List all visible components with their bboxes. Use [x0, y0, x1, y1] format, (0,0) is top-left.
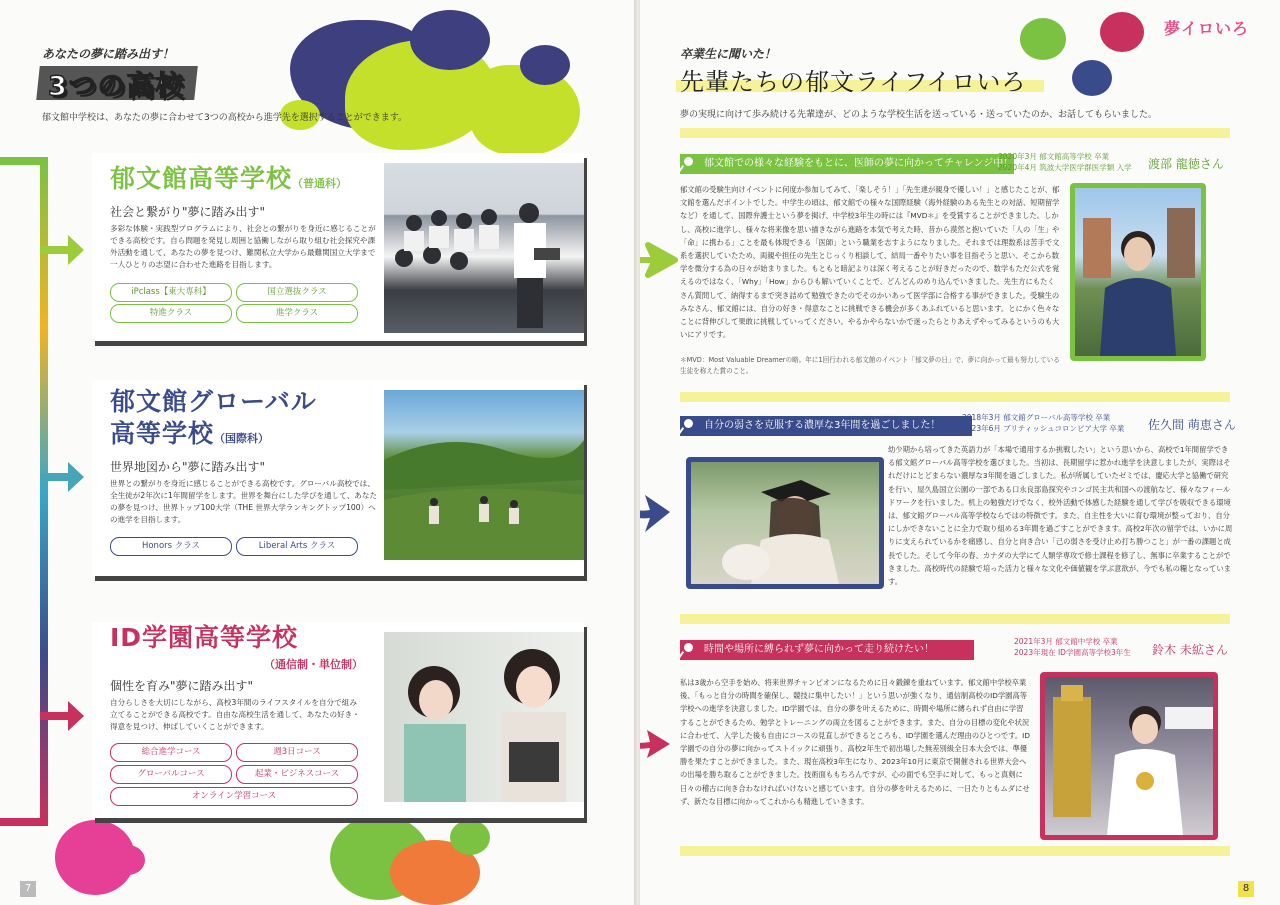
story-3-photo — [1040, 672, 1218, 840]
school-card-id — [92, 622, 584, 818]
story-3-name: 鈴木 未絋さん — [1152, 643, 1228, 657]
classroom-photo — [384, 163, 584, 333]
course-pill[interactable]: 進学クラス — [236, 304, 358, 323]
story-1-top-band — [680, 128, 1230, 138]
left-title: 3つの高校 — [48, 71, 185, 102]
course-pill[interactable]: 週3日コース — [236, 743, 358, 762]
arrow-to-story-3 — [640, 718, 675, 768]
course-pill[interactable]: オンライン学習コース — [110, 787, 358, 806]
arrow-to-story-2 — [640, 470, 675, 540]
story-2-headline: 自分の弱さを克服する濃厚な3年間を過ごしました！ — [680, 416, 972, 436]
paint-splat-pink — [110, 845, 145, 875]
page-number-right: 8 — [1238, 881, 1254, 897]
microphone-icon — [684, 643, 693, 652]
school-card-global — [92, 380, 584, 576]
story-2-photo — [686, 457, 884, 589]
brand-logo: 夢イロいろ — [1164, 19, 1250, 38]
paint-splat-pink — [1100, 12, 1144, 52]
graduation-portrait — [691, 462, 879, 584]
bracket-arrow-3 — [68, 701, 84, 731]
paint-splat-navy — [520, 45, 570, 85]
story-3-body: 私は3歳から空手を始め、将来世界チャンピオンになるために日々鍛錬を重ねています。郁文館中学校卒業後、「もっと自分の時間を確保し、競技に集中したい！」という思いが強くなり、通信制高校のID学園高等学校への進学を決意しました。ID学園では、自分の夢を叶えるために、時間や場所に縛られず自由に学習することができるため、勉学とトレーニングの両立を図ることができます。また、自分の目標の変化や状況に合わせて、入学した後も自由にコースの見直しができるところも、ID学園を選んだ理由のひとつです。ID学園での自分の夢に向かってストイックに頑張り、高校2年生で初出場した無差別級全日本大会では、準優勝を果たすことができました。また、現在高校3年生になり、2023年10月に東京で開催される世界大会への出場を勝ち取ることができました。技術面ももちろんですが、心の面でも空手に対して、もっと真剣に日々の稽古に向き合わなければいけないと感じています。自分の夢を叶えるために、一日たりともムダにせず、新たな目標に向かってこれからも精進していきます。 — [680, 678, 1030, 806]
course-pill[interactable]: 特進クラス — [110, 304, 232, 323]
school-description: 多彩な体験・実践型プログラムにより、社会との繋がりを身近に感じることができる高校です。自ら問題を発見し周囲と協働しながら取り組む社会探究や課外活動を通して、あなたの夢を見つけ、難関私立大学から最難関国立大学まで一人ひとりの志望に合わせた進路を目指します。 — [110, 224, 376, 269]
story-3-top-band — [680, 614, 1230, 624]
paint-splat-lime — [470, 65, 580, 155]
paint-splat-navy — [1072, 60, 1112, 96]
left-intro: 郁文館中学校は、あなたの夢に合わせて3つの高校から進学先を選択することができます。 — [42, 113, 408, 123]
school-name: 郁文館高等学校（普通科） — [110, 164, 348, 193]
school-slogan: 世界地図から"夢に踏み出す" — [110, 460, 266, 474]
left-kicker: あなたの夢に踏み出す！ — [42, 47, 175, 61]
arrow-to-story-1 — [640, 230, 680, 290]
school-name-line1: 郁文館グローバル — [110, 387, 317, 416]
school-slogan: 個性を育み"夢に踏み出す" — [110, 679, 254, 693]
microphone-icon — [684, 419, 693, 428]
microphone-icon — [684, 157, 693, 166]
right-title: 先輩たちの郁文ライフイロいろ — [680, 68, 1027, 96]
story-1-body: 郁文館の受験生向けイベントに何度か参加してみて、「楽しそう！」「先生達が親身で優しい！」と感じたことが、郁文館を選んだポイントでした。中学生の頃は、郁文館での様々な国際経験（海外経験のある先生との対話、短期留学など）を通して、国際弁護士という夢を掲げ、中学校3年生の時には『MVD＊』を受賞することができました。しかし、高校に進学し、様々な将来像を思い描きながら進路を本気で考えた時、昔から漠然と抱いていた「人の「生」や「命」に携わる」ことを最も体現できる「医師」という職業を志すようになりました。それまでは理数系は苦手で文系を選択していたため、両親や担任の先生とじっくり相談して、結局一番やりたい事を目指そうと思い、そこから数学を微分する為の日々が始まりました。もともと暗記よりは深く考えることが好きだったので、数学もただ公式を覚えるのではなく、「Why」「How」からひも解いていくことで、どんどんのめり込んでいきました。先生方にもたくさん質問して、納得するまで突き詰めて勉強できたのでそのかいあって医学部に合格する事ができました。受験生のみなさん、郁文館には、自分の好き・得意なことに挑戦できる機会が多くあふれていると思います。とにかく色々なことに背伸びして果敢に挑戦していってください。やるかやらないかで迷ったらとりあえずやってみるというのも大いにアリです。 — [680, 185, 1060, 340]
school-type: （通信制・単位制） — [264, 658, 363, 671]
story-3-headline: 時間や場所に縛られず夢に向かって走り続けたい！ — [680, 640, 974, 660]
rainbow-bracket — [0, 157, 48, 826]
story-1-note: ＊MVD：Most Valuable Dreamerの略。年に1回行われる郁文館のイベント「郁文夢の日」で、夢に向かって最も努力している生徒を称えた賞のこと。 — [680, 356, 1060, 375]
right-page — [640, 0, 1280, 905]
bracket-line-1 — [40, 246, 70, 254]
course-pill[interactable]: Honors クラス — [110, 537, 232, 556]
left-page — [0, 0, 636, 905]
course-pill[interactable]: グローバルコース — [110, 765, 232, 784]
paint-splat-navy — [410, 10, 490, 70]
students-illustration — [384, 632, 584, 802]
story-1-name: 渡部 龍徳さん — [1148, 157, 1224, 171]
story-2-body: 幼少期から培ってきた英語力が「本場で通用するか挑戦したい」という思いから、高校で1年間留学できる郁文館グローバル高等学校を選びました。当初は、長期留学に惹かれ進学を決意しましたが、実際はそれだけにとどまらない濃厚な3年間を過ごしました。私が所属していたゼミでは、慶応大学と協働で研究を行い、屋久島国立公園の一部である口永良部島探究やコンゴ民主共和国への渡航など、様々なフィールドワークを行いました。机上の勉強だけでなく、校外活動で体感した経験を通して学びを吸収できる環境は、郁文館グローバル高等学校ならではの特徴です。また、自主性を大いに育む環境が整っており、自分にしかできないことに全力で取り組める3年間を過ごすことができます。高校2年次の留学では、いかに周りに支えられているかを痛感し、自分と向き合い「己の弱さを受け止め打ち勝つこと」が一番の課題と成長でした。そして今年の春、カナダの大学にて人類学専攻で修士課程を修了し、無事に卒業することができました。高校時代の経験で培った活力と様々な文化や価値観を学ぶ意欲が、今でも私の糧となっています。 — [888, 445, 1233, 587]
school-slogan: 社会と繋がり"夢に踏み出す" — [110, 205, 266, 219]
classroom-illustration — [384, 163, 584, 333]
story-2-info1: 2018年3月 郁文館グローバル高等学校 卒業 — [962, 413, 1111, 422]
story-3-info1: 2021年3月 郁文館中学校 卒業 — [1014, 637, 1118, 646]
school-name-line2: 高等学校（国際科） — [110, 419, 270, 448]
course-pill[interactable]: Liberal Arts クラス — [236, 537, 358, 556]
course-pill[interactable]: 総合進学コース — [110, 743, 232, 762]
right-kicker: 卒業生に聞いた！ — [680, 47, 777, 61]
story-2-info2: 2023年6月 ブリティッシュコロンビア大学 卒業 — [962, 424, 1125, 433]
course-pill[interactable]: iPclass【東大専科】 — [110, 283, 232, 302]
story-1-photo — [1070, 183, 1206, 361]
paint-splat-lime — [450, 820, 490, 855]
story-2-name: 佐久間 萌恵さん — [1148, 418, 1236, 432]
story-1-info1: 2020年3月 郁文館高等学校 卒業 — [998, 152, 1110, 161]
school-description: 世界との繋がりを身近に感じることができる高校です。グローバル高校では、全生徒が2年次に1年間留学をします。世界を舞台にした学びを通して、あなたの夢を見つけ、世界トップ100大学（THE 世界大学ランキングトップ100）への進学を目指します。 — [110, 479, 378, 524]
page-number-left: 7 — [20, 881, 36, 897]
karate-trophy-portrait — [1045, 677, 1213, 835]
school-type: （国際科） — [214, 432, 270, 445]
hillside-illustration — [384, 390, 584, 560]
bracket-line-3 — [40, 712, 70, 720]
school-name: ID学園高等学校 — [110, 623, 299, 652]
school-card-ikubunkan — [92, 153, 584, 341]
story-3-info2: 2023年現在 ID学園高等学校3年生 — [1014, 648, 1131, 657]
school-description: 自分らしさを大切にしながら、高校3年間のライフスタイルを自分で組み立てることができる高校です。自由な高校生活を通して、あなたの好き・得意を見つけ、伸ばしていくことができます。 — [110, 698, 360, 731]
students-photo — [384, 632, 584, 802]
story-2-top-band — [680, 392, 1230, 402]
course-pill[interactable]: 国立選抜クラス — [236, 283, 358, 302]
course-pill[interactable]: 起業・ビジネスコース — [236, 765, 358, 784]
student-portrait — [1075, 188, 1201, 356]
bracket-arrow-1 — [68, 235, 84, 265]
story-1-info2: 2020年4月 筑波大学医学群医学類 入学 — [998, 163, 1132, 172]
hillside-photo — [384, 390, 584, 560]
paint-splat-lime — [1020, 18, 1066, 60]
bracket-arrow-2 — [68, 462, 84, 492]
bracket-line-2 — [40, 473, 70, 481]
story-1-headline: 郁文館での様々な経験をもとに、医師の夢に向かってチャレンジ中！ — [680, 154, 1014, 174]
story-3-bottom-band — [680, 846, 1230, 856]
school-type: （普通科） — [292, 177, 348, 190]
right-intro: 夢の実現に向けて歩み続ける先輩達が、どのような学校生活を送っている・送っていたのか、お話してもらいました。 — [680, 110, 1158, 120]
